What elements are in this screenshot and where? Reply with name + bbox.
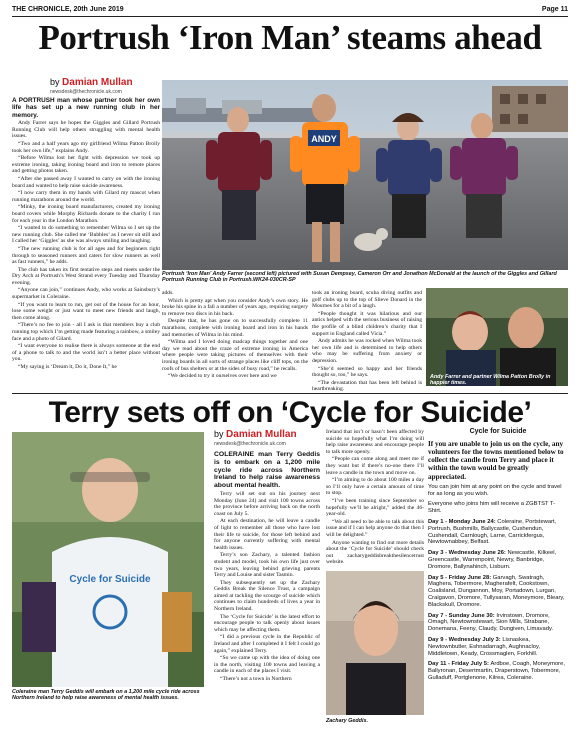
paragraph: “Before Wilma lost her fight with depression we took up extreme ironing, taking ironing board and iron to remote places and getting photos taken. [12, 155, 160, 175]
story2-column-1 [214, 451, 320, 727]
schedule-day [428, 637, 568, 657]
paragraph: “My saying is ‘Dream it, Do it, Done It,” he [18, 364, 117, 370]
paragraph: “People thought it was hilarious and our antics helped with the serious business of raising the profile of a blind children’s charity that I support in England called Vicia.” [312, 310, 422, 337]
paragraph: Which is pretty apt when you consider Andy’s own story. He broke his spine in a fall a number of years ago, requiring surgery to remove two discs in his back. [162, 297, 308, 317]
paragraph: “The new running club is for all ages and for beginners right through to seasoned runners and caters for slow runners as well as fast runners,” he adds. [12, 245, 160, 266]
paragraph: “Wilma and I loved doing madcap things together and one day we read about the craze of extreme ironing in America where people were taking pictures of themselves with their ironing boards in all sorts of strange places like cliff tops, on the roofs of bus shelters or at the sides of busy road,” he recalls. [162, 339, 308, 372]
story1-column-2 [162, 290, 308, 392]
schedule-day-towns: Lisnaskea, Newtownbutler, Eshnadarragh, Aughnacloy, Middletown, Keady, Crossmaglen, Forkhill. [428, 636, 541, 657]
paragraph: “I did a previous cycle in the Republic of Ireland and after I completed it I felt I could go again,” explained Terry. [214, 634, 320, 654]
paragraph: “Minky, the ironing board manufacturers, created my ironing board covers while Morphy Richards donate to the charity I run for each year in the London Marathon. [12, 204, 160, 224]
section-rule [12, 393, 568, 394]
byline-email-2: newsdesk@thechronicle.uk.com [214, 441, 286, 447]
schedule-day-label: Day 11 - Friday July 5: [428, 661, 491, 668]
paragraph: The ‘Cycle for Suicide’ is the latest effort to encourage people to talk openly about issues which may be affecting them. [214, 613, 320, 633]
caption-running-club: Portrush ‘Iron Man’ Andy Farrer (second left) pictured with Susan Dempsey, Cameron Orr and Jonathon McDonald at the launch of the Giggles and Gillard Portrush Running Club in Portrush.WK24-030CR-SP [162, 271, 557, 284]
paragraph: Andy Farrer says he hopes the Giggles and Gillard Portrush Running Club will help others struggling with mental health issues. [12, 120, 160, 140]
paragraph: “I wanted to do something to remember Wilma so I set up the new running club. She called me ‘Bubbles’ as I never sit still and I called her ‘Giggles’ as she was always smiling and laughing. [12, 225, 160, 245]
paragraph: “Anyone can join,” continues Andy, who works at Sainsbury’s supermarket in Coleraine. [12, 287, 160, 301]
schedule-day [428, 661, 568, 681]
photo-zachary-geddis [326, 571, 424, 715]
paragraph: Andy admits he was rocked when Wilma took her own life and is determined to help others who may be suffering from anxiety or depression. [312, 338, 422, 364]
shirt-lettering: ANDY [311, 134, 337, 144]
paragraph: “If you want to learn to run, get out of the house for an hour, lose some weight or just want to meet new friends and laugh, then come along. [12, 301, 160, 321]
paragraph: “We all need to be able to talk about this issue and if I can help anyone do that then I will be delighted.” [326, 518, 424, 538]
paragraph: Despite that, he has gone on to successfully complete 11 marathons, complete with ironing board and iron in his hands and memories of Wilma in his mind. [162, 318, 308, 338]
tshirt-lettering: Cycle for Suicide [69, 574, 151, 585]
byline-story1: by Damian Mullan newsdesk@thechronicle.uk.com [50, 77, 170, 95]
story1-column-3 [312, 290, 422, 392]
headline-iron-man: Portrush ‘Iron Man’ steams ahead [38, 18, 542, 57]
story2-column-2 [326, 429, 424, 569]
paragraph: “She’d seemed so happy and her friends thought so, too,” he says. [312, 365, 422, 379]
schedule-day-label: Day 7 - Sunday June 30: [428, 612, 497, 619]
photo-andy-and-wilma [426, 288, 568, 386]
schedule-day-towns: Coleraine, Portstewart, Portrush, Bushmills, Ballycastle, Cushendun, Cushendall, Carnlough, Larne, Carrickfergus, Newtownabbey, Belfast. [428, 519, 557, 546]
page-number: Page 11 [541, 6, 568, 13]
schedule-day-label: Day 3 - Wednesday June 26: [428, 550, 508, 557]
paragraph: “I want everyone to realise there is always someone at the end of a phone to talk to and the world isn’t a better place without you. [12, 343, 160, 363]
byline-email: newsdesk@thechronicle.uk.com [50, 89, 122, 95]
paragraph: COLERAINE man Terry Geddis is to embark on a 1,200 mile cycle ride across Northern Ireland to help raise awareness about mental health. [214, 451, 320, 490]
masthead-rule [12, 16, 568, 17]
paragraph: Anyone wanting to find out more details about the ‘Cycle for Suicide’ should check out zacharygeddisbreakthesilencetrust website. [326, 539, 424, 566]
photo-terry-geddis [12, 432, 204, 687]
paragraph: At each destination, he will leave a candle of light to remember all those who have lost their life to suicide, for those left behind and for anyone currently suffering with mental health issues. [214, 518, 320, 551]
paragraph: “I now carry them in my hands with Gilard my mascot when running marathons around the world. [12, 190, 160, 203]
paragraph: A PORTRUSH man whose partner took her own life has set up a new running club in her memory. [12, 97, 160, 119]
paragraph: “I’m aiming to do about 100 miles a day so I’ll only have a certain amount of time to stop. [326, 477, 424, 497]
schedule-day [428, 575, 568, 609]
schedule-day-towns: Garvagh, Swatragh, Maghera, Tobermore, Magherafelt, Cookstown, Coalisland, Dungannon, Moy, Portadown, Lurgan, Craigavon, Dromore, Tullysaran, Moneymore, Bleary, Blackskull, Dromore. [428, 574, 565, 608]
story1-column-1 [12, 97, 160, 392]
paragraph: “After she passed away I wanted to carry on with the ironing board and wanted to help raise suicide awareness. [12, 175, 160, 189]
byline-author-2: Damian Mullan [226, 429, 297, 440]
paragraph: “There’s not a town in Northern [220, 676, 292, 683]
schedule-day [428, 613, 568, 633]
paragraph: Terry’s son Zachary, a talented fashion student and model, took his own life just over two years, leaving behind grieving parents Terry and Louise and sister Tasmin. [214, 552, 320, 579]
photo-running-club [162, 80, 568, 270]
paragraph: “I’ve been training since September so hopefully we’ll be alright,” added the 46-year-old. [326, 497, 424, 518]
schedule-note-1: You can join him at any point on the cycle and travel for as long as you wish. [428, 483, 562, 497]
paragraph: “People can come along and meet me if they want but if there’s no-one there I’ll leave a candle in the town and move on. [326, 456, 424, 476]
paragraph: “The devastation that has been left behind is heartbreaking. [312, 379, 422, 392]
schedule-day-label: Day 9 - Wednesday July 3: [428, 636, 503, 643]
paragraph: “So we came up with the idea of doing one in the north, visiting 100 towns and leaving a candle in each of the places I visit. [214, 655, 320, 675]
byline-author: Damian Mullan [62, 77, 133, 88]
caption-terry-geddis: Coleraine man Terry Geddis will embark on a 1,200 mile cycle ride across Northern Ireland to help raise awareness of mental health issues. [12, 689, 200, 702]
schedule-day-label: Day 1 - Monday June 24: [428, 519, 498, 525]
schedule-day [428, 519, 568, 546]
byline-story2: by Damian Mullan newsdesk@thechronicle.uk.com [214, 429, 334, 447]
schedule-title: Cycle for Suicide [469, 428, 527, 435]
paragraph: The club has taken its first tentative steps and meets under the Dry Arch at Portrush’s West Strand every Tuesday and Thursday evening. [12, 266, 160, 286]
paragraph: “There’s no fee to join - all I ask is that members buy a club running top which I’m getting made featuring a rainbow, a smiley face and a photo of Gilard. [12, 322, 160, 342]
caption-andy-and-wilma: Andy Farrer and partner Wilma Patton Brolly in happier times. [430, 374, 551, 386]
cycle-schedule [428, 429, 568, 686]
schedule-day-towns: Irvinstown, Dromore, Omagh, Newtownstewart, Sion Mills, Strabane, Donemana, Feeny, Claudy, Dungiven, Limavady. [428, 612, 554, 633]
paper-date: THE CHRONICLE, 20th June 2019 [12, 6, 124, 13]
paragraph: Ireland that isn’t or hasn’t been affected by suicide so hopefully what I’m doing will help raise awareness and encourage people to talk more openly. [326, 429, 424, 455]
paragraph: took an ironing board, scuba diving outfits and golf clubs up to the top of Slieve Donard in the Mournes for a bit of a laugh. [312, 290, 422, 310]
schedule-note-2: Everyone who joins him will receive a ZGBTST T-Shirt. [428, 501, 556, 515]
schedule-day-towns: Ardboe, Coagh, Moneymore, Ballyronan, Desertmartin, Draperstown, Tobermore, Gulladuff, Portglenone, Kilrea, Coleraine. [428, 661, 565, 681]
paragraph: adds. [162, 290, 174, 296]
schedule-days [428, 519, 568, 682]
headline-cycle-for-suicide: Terry sets off on ‘Cycle for Suicide’ [48, 396, 532, 429]
schedule-intro: If you are unable to join us on the cycle, any volunteers for the towns mentioned below to collect the candle from Terry and place it within the town would be greatly appreciated. [428, 439, 564, 481]
paragraph: They subsequently set up the Zachary Geddis Break the Silence Trust, a campaign aimed at tackling the scourge of suicide which continues to claim hundreds of lives a year in Northern Ireland. [214, 579, 320, 613]
schedule-day [428, 550, 568, 570]
paragraph: Terry will set out on his journey next Monday (June 24) and visit 100 towns across the province before arriving back on the north coast on July 5. [214, 490, 320, 517]
caption-zachary-geddis: Zachary Geddis. [326, 718, 368, 724]
paragraph: “We decided to try it ourselves over here and we [168, 373, 277, 380]
schedule-day-towns: Newcastle, Kilkeel, Greencastle, Warrenpoint, Newry, Banbridge, Dromore, Ballynahinch, Lisburn. [428, 550, 557, 570]
schedule-day-label: Day 5 - Friday June 28: [428, 574, 493, 581]
paragraph: “Two and a half years ago my girlfriend Wilma Patton Brolly took her own life,” explains Andy. [12, 141, 160, 154]
